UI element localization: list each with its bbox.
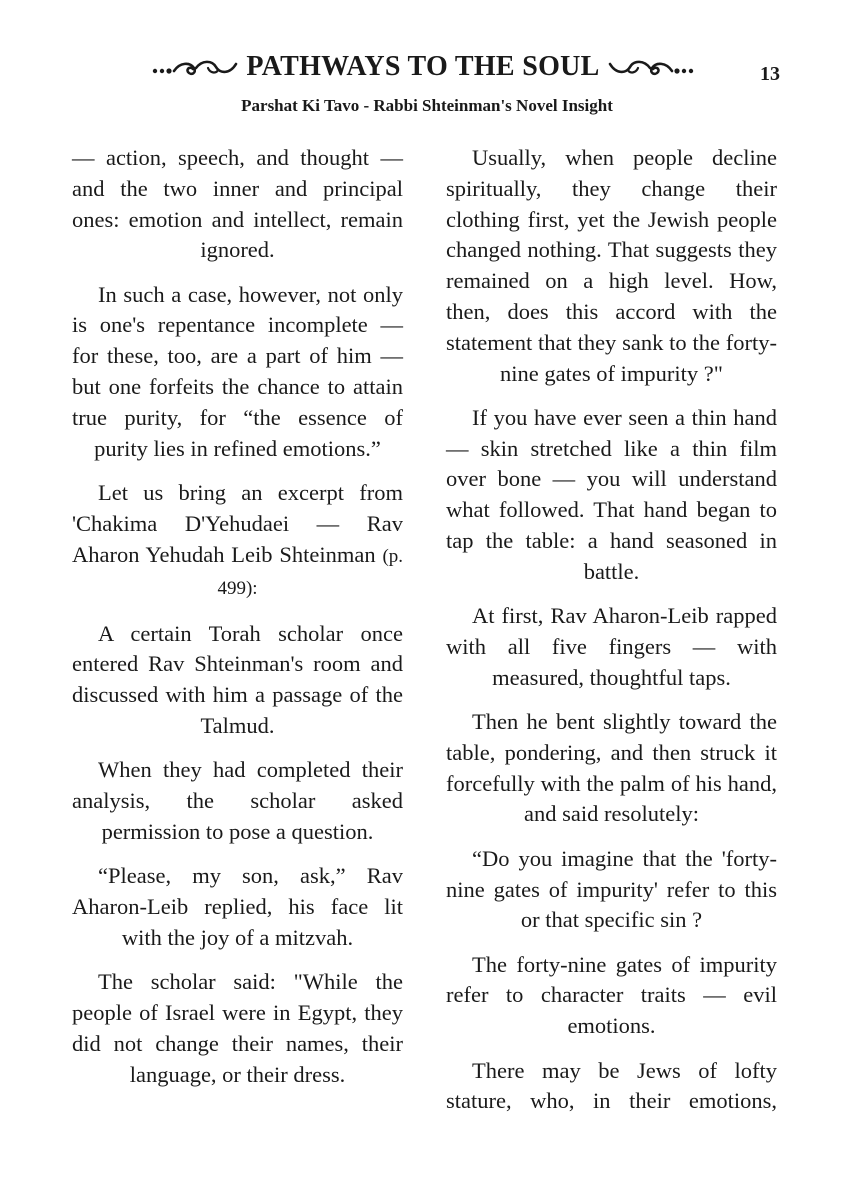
- paragraph: In such a case, however, not only is one's repentance incomplete — for these, too, are a part of him — but one forfeits the chance to attain true purity, for “the essence of purity lies in refined emotions.”: [72, 281, 403, 461]
- paragraph: Then he bent slightly toward the table, pondering, and then struck it forcefully with the palm of his hand, and said resolutely:: [446, 709, 777, 827]
- right-text-column: [446, 143, 777, 1131]
- paragraph: When they had completed their analysis, the scholar asked permission to pose a question.: [72, 757, 403, 844]
- left-ornament-icon: [150, 56, 242, 78]
- paragraph: At first, Rav Aharon-Leib rapped with all five fingers — with measured, thoughtful taps.: [446, 603, 777, 690]
- page-number: 13: [760, 63, 780, 85]
- paragraph: Usually, when people decline spiritually, they change their clothing first, yet the Jewish people changed nothing. That suggests they remained on a high level. How, then, does this accord with the statement that they sank to the forty-nine gates of impurity ?": [446, 145, 777, 386]
- excerpt-intro: Let us bring an excerpt from 'Chakima D'Yehudaei — Rav Aharon Yehudah Leib Shteinman: [72, 479, 403, 567]
- paragraph: “Do you imagine that the 'forty-nine gates of impurity' refer to this or that specific sin ?: [446, 845, 777, 933]
- paragraph: [72, 478, 403, 605]
- title-row: [0, 52, 846, 82]
- book-title: PATHWAYS TO THE SOUL: [246, 51, 600, 82]
- page-header: [0, 52, 846, 92]
- chapter-subtitle: Parshat Ki Tavo - Rabbi Shteinman's Novel Insight: [241, 96, 613, 115]
- page-reference: (p. 499):: [217, 545, 404, 600]
- right-ornament-icon: [604, 56, 696, 78]
- paragraph: If you have ever seen a thin hand — skin stretched like a thin film over bone — you will understand what followed. That hand began to tap the table: a hand seasoned in battle.: [446, 404, 777, 584]
- left-text-column: [72, 143, 403, 1104]
- paragraph: The scholar said: "While the people of Israel were in Egypt, they did not change their names, their language, or their dress.: [72, 969, 403, 1087]
- paragraph: There may be Jews of lofty stature, who, in their emotions,: [446, 1057, 777, 1114]
- paragraph: The forty-nine gates of impurity refer to character traits — evil emotions.: [446, 951, 777, 1039]
- paragraph: A certain Torah scholar once entered Rav Shteinman's room and discussed with him a passage of the Talmud.: [72, 620, 403, 739]
- paragraph: — action, speech, and thought — and the two inner and principal ones: emotion and intellect, remain ignored.: [72, 145, 403, 263]
- paragraph: “Please, my son, ask,” Rav Aharon-Leib replied, his face lit with the joy of a mitzvah.: [72, 863, 403, 950]
